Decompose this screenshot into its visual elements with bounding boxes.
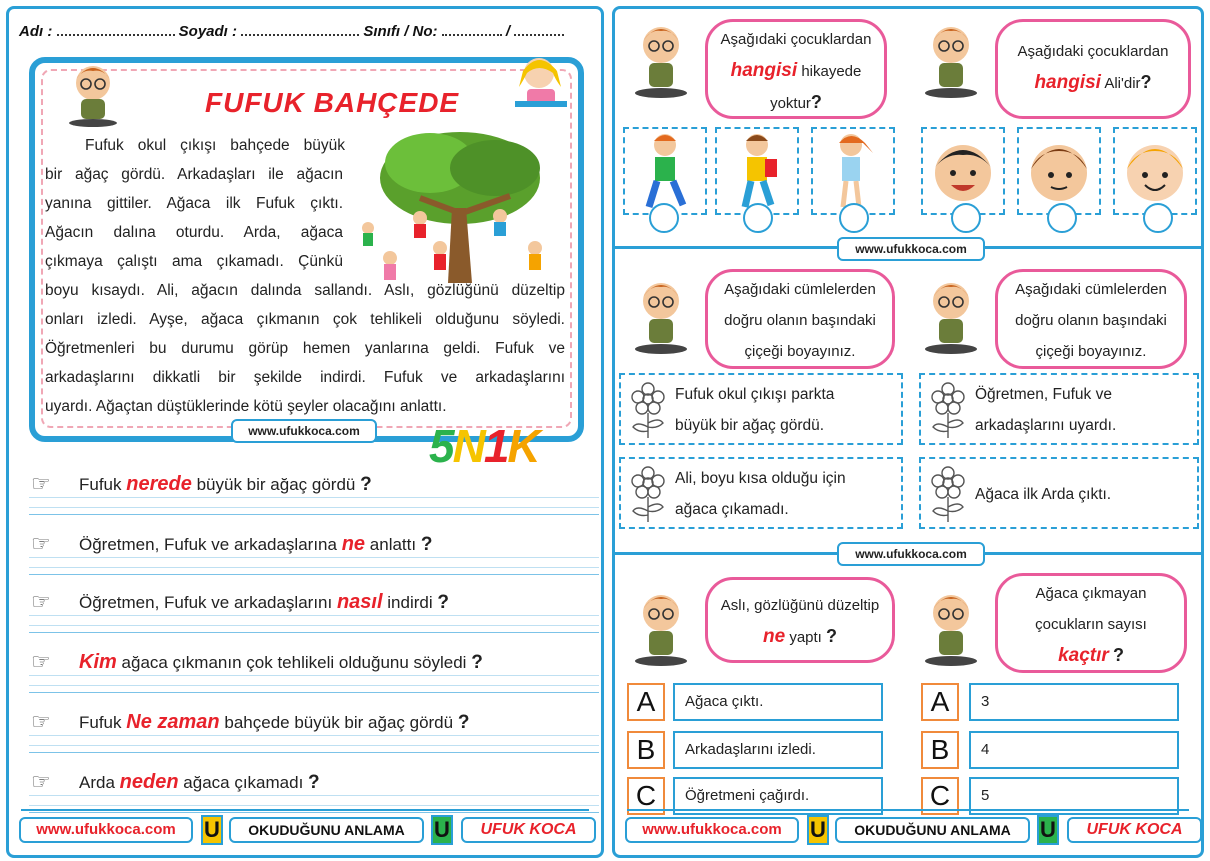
question-5 [29, 695, 599, 753]
question-text: Kim ağaca çıkmanın çok tehlikeli olduğunu söyledi ? [79, 651, 483, 673]
choice-answer[interactable]: Ağaca çıktı. [673, 683, 883, 721]
option-text: Fufuk okul çıkışı parkta büyük bir ağaç gördü. [675, 386, 835, 434]
choice-letter[interactable]: A [921, 683, 959, 721]
question-text: Arda neden ağaca çıkamadı ? [79, 771, 320, 793]
badge-5: 5 [429, 420, 453, 472]
number-blank[interactable] [514, 24, 564, 36]
footer-url[interactable]: www.ufukkoca.com [19, 817, 193, 843]
option-text: Ali, boyu kısa olduğu için ağaca çıkamadı. [675, 470, 846, 518]
story-line-2: bir ağaç gördü. Arkadaşları ile ağacın [45, 166, 343, 183]
child-picture-2 [715, 127, 799, 215]
child-face-3 [1113, 127, 1197, 215]
story-text [45, 131, 565, 421]
right-worksheet [612, 6, 1204, 858]
pointing-hand-icon: ☞ [31, 769, 51, 794]
answer-circle[interactable] [743, 203, 773, 233]
left-worksheet [6, 6, 604, 858]
choice-answer[interactable]: 3 [969, 683, 1179, 721]
choice-letter[interactable]: C [921, 777, 959, 815]
question-text: Öğretmen, Fufuk ve arkadaşlarına ne anlattı ? [79, 533, 433, 555]
choice-answer[interactable]: Öğretmeni çağırdı. [673, 777, 883, 815]
choice-answer[interactable]: 5 [969, 777, 1179, 815]
question-6 [29, 755, 599, 813]
pointing-hand-icon: ☞ [31, 589, 51, 614]
pointing-hand-icon: ☞ [31, 709, 51, 734]
section-true-sentences [615, 249, 1201, 555]
story-line-7: onları izledi. Ayşe, ağaca çıkmanın çok tehlikeli olduğunu söyledi. [45, 311, 565, 328]
flower-icon[interactable] [627, 465, 669, 523]
badge-k: K [507, 420, 539, 472]
badge-n: N [452, 420, 484, 472]
choice-letter[interactable]: B [627, 731, 665, 769]
story-line-1: Fufuk okul çıkışı bahçede büyük [85, 137, 345, 154]
child-picture-1 [623, 127, 707, 215]
footer-url[interactable]: www.ufukkoca.com [625, 817, 799, 843]
story-box [29, 57, 584, 442]
question-2 [29, 517, 599, 575]
child-face-1 [921, 127, 1005, 215]
speech-bubble: Aşağıdaki cümlelerden doğru olanın başındaki çiçeği boyayınız. [705, 269, 895, 369]
logo-u-icon: U [1037, 815, 1059, 845]
girl-reading-icon [505, 51, 577, 115]
thinking-boy-icon [913, 587, 985, 667]
surname-label: Soyadı : [178, 23, 238, 40]
section-multiple-choice [615, 555, 1201, 817]
pointing-hand-icon: ☞ [31, 471, 51, 496]
section-characters [615, 9, 1201, 249]
choice-letter[interactable]: C [627, 777, 665, 815]
question-1 [29, 457, 599, 515]
question-text: Fufuk Ne zaman bahçede büyük bir ağaç gördü ? [79, 711, 470, 733]
option-text: Ağaca ilk Arda çıktı. [975, 486, 1112, 503]
footer-author: UFUK KOCA [1067, 817, 1202, 843]
answer-circle[interactable] [1143, 203, 1173, 233]
thinking-boy-icon [913, 275, 985, 355]
story-line-5: çıkmaya çalıştı ama çıkamadı. Çünkü [45, 253, 343, 270]
answer-circle[interactable] [1047, 203, 1077, 233]
speech-bubble: Ağaca çıkmayan çocukların sayısı kaçtır ? [995, 573, 1187, 673]
answer-circle[interactable] [649, 203, 679, 233]
thinking-boy-icon [913, 19, 985, 99]
question-text: Fufuk nerede büyük bir ağaç gördü ? [79, 473, 372, 495]
speech-bubble: Aşağıdaki çocuklardan hangisi Ali'dir? [995, 19, 1191, 119]
footer-title: OKUDUĞUNU ANLAMA [835, 817, 1030, 843]
question-4 [29, 635, 599, 693]
footer [621, 809, 1195, 849]
story-title: FUFUK BAHÇEDE [205, 87, 460, 118]
flower-icon[interactable] [927, 381, 969, 439]
story-line-3: yanına gittiler. Ağaca ilk Fufuk çıktı. [45, 195, 343, 212]
pointing-hand-icon: ☞ [31, 531, 51, 556]
story-line-10: uyardı. Ağaçtan düştüklerinde kötü şeyler olacağını anlattı. [45, 398, 447, 415]
question-3 [29, 575, 599, 633]
story-line-8: Öğretmenleri bu durumu görüp hemen yanlarına geldi. Fufuk ve [45, 340, 565, 357]
choice-answer[interactable]: 4 [969, 731, 1179, 769]
story-line-4: Ağacın dalına oturdu. Arda, ağaca [45, 224, 343, 241]
badge-1: 1 [483, 420, 508, 472]
student-header [19, 23, 564, 40]
thinking-boy-icon [623, 19, 695, 99]
child-picture-3 [811, 127, 895, 215]
class-slash: / [505, 23, 511, 40]
choice-letter[interactable]: A [627, 683, 665, 721]
thinking-boy-icon [623, 587, 695, 667]
name-label: Adı : [19, 23, 53, 40]
pointing-hand-icon: ☞ [31, 649, 51, 674]
section-url[interactable]: www.ufukkoca.com [837, 237, 985, 261]
thinking-boy-icon [623, 275, 695, 355]
footer [15, 809, 595, 849]
logo-u-icon: U [431, 815, 453, 845]
speech-bubble: Aşağıdaki cümlelerden doğru olanın başındaki çiçeği boyayınız. [995, 269, 1187, 369]
story-url[interactable]: www.ufukkoca.com [231, 419, 377, 443]
child-face-2 [1017, 127, 1101, 215]
speech-bubble: Aşağıdaki çocuklardan hangisi hikayede yoktur? [705, 19, 887, 119]
story-line-6: boyu kısaydı. Ali, ağacın dalında sallandı. Aslı, gözlüğünü düzeltip [45, 282, 565, 299]
footer-author: UFUK KOCA [461, 817, 596, 843]
option-text: Öğretmen, Fufuk ve arkadaşlarını uyardı. [975, 386, 1117, 434]
option-1[interactable] [619, 373, 903, 445]
logo-u-icon: U [201, 815, 223, 845]
option-3[interactable] [619, 457, 903, 529]
speech-bubble: Aslı, gözlüğünü düzeltip ne yaptı ? [705, 577, 895, 663]
option-4[interactable] [919, 457, 1199, 529]
choice-letter[interactable]: B [921, 731, 959, 769]
story-line-9: arkadaşlarını dikkatli bir şekilde indirdi. Fufuk ve arkadaşlarını [45, 369, 565, 386]
choice-answer[interactable]: Arkadaşlarını izledi. [673, 731, 883, 769]
class-blank[interactable] [442, 24, 502, 36]
class-label: Sınıfı / No: [363, 23, 438, 40]
flower-icon[interactable] [627, 381, 669, 439]
option-2[interactable] [919, 373, 1199, 445]
surname-blank[interactable] [241, 24, 359, 36]
question-text: Öğretmen, Fufuk ve arkadaşlarını nasıl indirdi ? [79, 591, 449, 613]
footer-title: OKUDUĞUNU ANLAMA [229, 817, 424, 843]
boy-with-glasses-icon [63, 61, 123, 127]
flower-icon[interactable] [927, 465, 969, 523]
answer-circle[interactable] [951, 203, 981, 233]
name-blank[interactable] [57, 24, 175, 36]
section-url[interactable]: www.ufukkoca.com [837, 542, 985, 566]
answer-circle[interactable] [839, 203, 869, 233]
logo-u-icon: U [807, 815, 829, 845]
